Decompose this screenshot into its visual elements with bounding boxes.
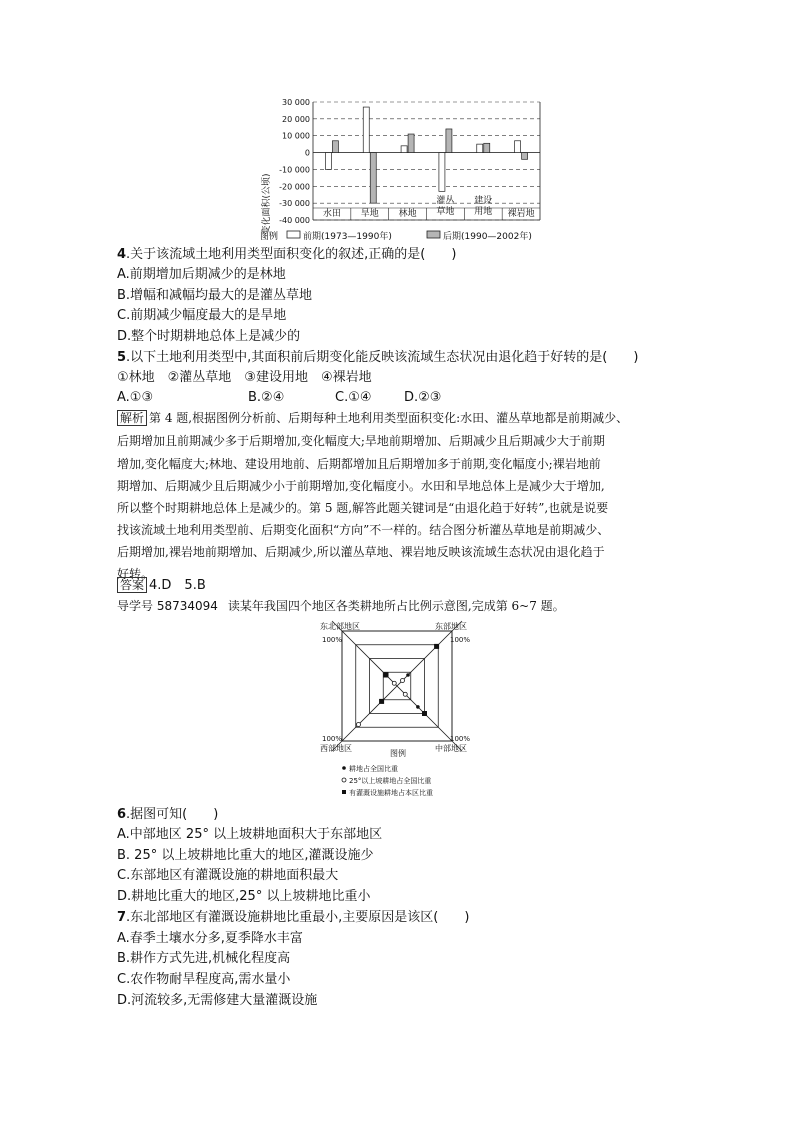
x-category-label: 灌丛 bbox=[436, 196, 455, 206]
legend-swatch-late bbox=[427, 231, 440, 238]
bar-late bbox=[408, 134, 414, 153]
slope-share-marker bbox=[392, 681, 396, 685]
question-5-option-d: D.②③ bbox=[404, 390, 442, 405]
legend-late-label: 后期(1990—2002年) bbox=[443, 232, 532, 242]
explanation-line: 后期增加,裸岩地前期增加、后期减少,所以灌丛草地、裸岩地反映该流域生态状况由退化趋于 bbox=[117, 545, 605, 559]
bar-early bbox=[439, 153, 445, 192]
bar-late bbox=[446, 129, 452, 153]
slope-share-marker bbox=[357, 723, 361, 727]
question-6-option-b: B. 25° 以上坡耕地比重大的地区,灌溉设施少 bbox=[117, 848, 374, 863]
scale-label-se: 100% bbox=[450, 735, 471, 743]
explanation-line: 所以整个时期耕地总体上是减少的。第 5 题,解答此题关键词是“由退化趋于好转”,也就是说要 bbox=[117, 501, 609, 515]
question-5-stem: 5.以下土地利用类型中,其面积前后期变化能反映该流域生态状况由退化趋于好转的是( ) bbox=[117, 350, 639, 365]
y-tick-label: -20 000 bbox=[279, 182, 310, 192]
question-4-option-a: A.前期增加后期减少的是林地 bbox=[117, 267, 286, 282]
x-category-label: 建设 bbox=[474, 196, 493, 206]
y-tick-label: 10 000 bbox=[282, 131, 310, 141]
chart-bars bbox=[325, 107, 527, 203]
legend-marker-slope bbox=[342, 778, 346, 782]
diagram-legend-title: 图例 bbox=[390, 749, 406, 758]
legend-marker-farmland bbox=[342, 766, 346, 770]
y-axis-ticks bbox=[279, 98, 310, 225]
legend-swatch-early bbox=[287, 231, 300, 238]
question-5-options bbox=[117, 389, 441, 406]
x-category-label: 林地 bbox=[398, 209, 417, 219]
answer-tag: 答案 bbox=[117, 577, 147, 593]
region-label-central: 中部地区 bbox=[435, 744, 467, 753]
legend-irrigation-label: 有灌溉设施耕地占本区比重 bbox=[349, 789, 433, 797]
region-label-northeast: 东北部地区 bbox=[320, 622, 360, 631]
region-label-west: 西部地区 bbox=[320, 744, 352, 753]
scale-label-ne: 100% bbox=[450, 636, 471, 644]
y-tick-label: -10 000 bbox=[279, 165, 310, 175]
y-axis-label: 变化面积(公顷) bbox=[262, 173, 272, 235]
y-tick-label: -40 000 bbox=[279, 216, 310, 225]
bar-late bbox=[522, 153, 528, 160]
land-use-change-bar-chart bbox=[258, 92, 548, 244]
guide-text: 读某年我国四个地区各类耕地所占比例示意图,完成第 6~7 题。 bbox=[227, 599, 565, 613]
question-5-option-b: B.②④ bbox=[248, 390, 285, 405]
slope-share-marker bbox=[401, 679, 405, 683]
question-4-option-d: D.整个时期耕地总体上是减少的 bbox=[117, 329, 301, 344]
question-5-option-c: C.①④ bbox=[335, 390, 372, 405]
region-label-east: 东部地区 bbox=[435, 622, 467, 631]
bar-late bbox=[484, 143, 490, 152]
bar-early bbox=[325, 153, 331, 170]
answer-line bbox=[117, 577, 206, 594]
slope-share-marker bbox=[403, 692, 407, 696]
question-4-option-c: C.前期减少幅度最大的是旱地 bbox=[117, 308, 287, 323]
legend-label: 图例 bbox=[260, 232, 279, 242]
explanation-line: 解析 第 4 题,根据图例分析前、后期每种土地利用类型面积变化:水田、灌丛草地都是前期减少、 bbox=[117, 407, 683, 429]
guide-line bbox=[117, 598, 565, 615]
bar-late bbox=[332, 141, 338, 153]
explanation-line: 好转。 bbox=[117, 567, 154, 581]
bar-early bbox=[363, 107, 369, 153]
bar-early bbox=[515, 141, 521, 153]
x-axis-labels bbox=[313, 194, 540, 220]
question-6-option-c: C.东部地区有灌溉设施的耕地面积最大 bbox=[117, 868, 339, 883]
explanation-tag: 解析 bbox=[117, 410, 147, 426]
question-7-option-b: B.耕作方式先进,机械化程度高 bbox=[117, 951, 291, 966]
x-category-label: 裸岩地 bbox=[507, 209, 535, 219]
bar-late bbox=[370, 153, 376, 204]
legend-farmland-label: 耕地占全国比重 bbox=[349, 765, 398, 773]
y-tick-label: 30 000 bbox=[282, 98, 310, 107]
question-7-option-c: C.农作物耐旱程度高,需水量小 bbox=[117, 972, 291, 987]
farmland-share-marker bbox=[406, 673, 410, 677]
explanation-line: 期增加、后期减少且后期减少小于前期增加,变化幅度小。水田和旱地总体上是减少大于增加, bbox=[117, 479, 605, 493]
x-category-label: 旱地 bbox=[360, 209, 379, 219]
legend-slope-label: 25°以上坡耕地占全国比重 bbox=[349, 777, 432, 785]
question-5-items: ①林地 ②灌丛草地 ③建设用地 ④裸岩地 bbox=[117, 370, 372, 385]
bar-early bbox=[401, 146, 407, 153]
scale-label-sw: 100% bbox=[322, 735, 343, 743]
question-7-option-d: D.河流较多,无需修建大量灌溉设施 bbox=[117, 993, 318, 1008]
question-5-option-a: A.①③ bbox=[117, 390, 154, 405]
x-category-label: 草地 bbox=[436, 207, 455, 217]
y-tick-label: 0 bbox=[304, 148, 310, 158]
question-4-option-b: B.增幅和减幅均最大的是灌丛草地 bbox=[117, 288, 313, 303]
chart-gridlines bbox=[313, 102, 540, 220]
explanation-line: 找该流域土地利用类型前、后期变化面积“方向”不一样的。结合图分析灌丛草地是前期减少、 bbox=[117, 523, 610, 537]
question-4-stem: 4.关于该流域土地利用类型面积变化的叙述,正确的是( ) bbox=[117, 247, 457, 262]
explanation-line: 后期增加且前期减少多于后期增加,变化幅度大;旱地前期增加、后期减少且后期减少大于前期 bbox=[117, 434, 605, 448]
irrigation-share-marker bbox=[422, 711, 427, 716]
farmland-share-marker bbox=[416, 705, 420, 709]
bar-early bbox=[477, 144, 483, 152]
x-category-label: 水田 bbox=[322, 209, 341, 219]
scale-label-nw: 100% bbox=[322, 636, 343, 644]
diagram-frame bbox=[332, 621, 462, 751]
legend-marker-irrigation bbox=[342, 790, 346, 794]
question-6-stem: 6.据图可知( ) bbox=[117, 807, 219, 822]
irrigation-share-marker bbox=[379, 699, 384, 704]
guide-number: 导学号 58734094 bbox=[117, 599, 218, 613]
question-6-option-d: D.耕地比重大的地区,25° 以上坡耕地比重小 bbox=[117, 889, 371, 904]
y-tick-label: 20 000 bbox=[282, 114, 310, 124]
question-7-option-a: A.春季土壤水分多,夏季降水丰富 bbox=[117, 931, 303, 946]
x-category-label: 用地 bbox=[474, 207, 493, 217]
question-7-stem: 7.东北部地区有灌溉设施耕地比重最小,主要原因是该区( ) bbox=[117, 910, 470, 925]
legend-early-label: 前期(1973—1990年) bbox=[303, 232, 392, 242]
answer-text: 4.D 5.B bbox=[149, 578, 206, 593]
question-6-option-a: A.中部地区 25° 以上坡耕地面积大于东部地区 bbox=[117, 827, 383, 842]
irrigation-share-marker bbox=[384, 673, 389, 678]
irrigation-share-marker bbox=[434, 644, 439, 649]
y-tick-label: -30 000 bbox=[279, 199, 310, 209]
explanation-line: 增加,变化幅度大;林地、建设用地前、后期都增加且后期增加多于前期,变化幅度小;裸岩地前 bbox=[117, 457, 601, 471]
farmland-ratio-diagram bbox=[310, 617, 490, 803]
